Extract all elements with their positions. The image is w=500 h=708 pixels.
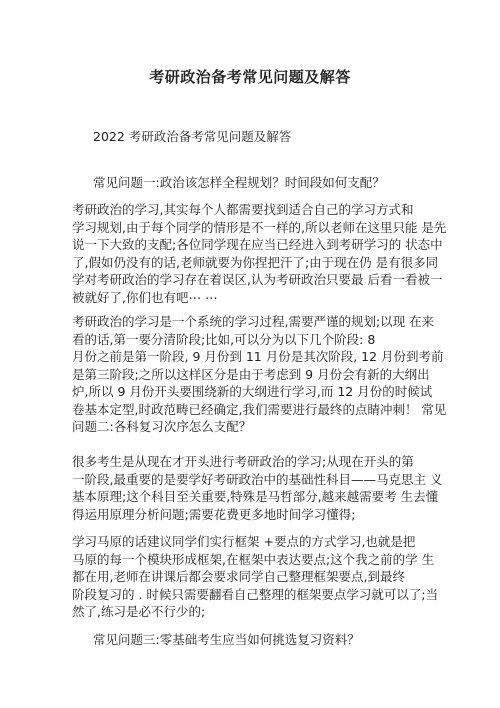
paragraph-line: 说一下大致的支配;各位同学现在应当已经进入到考研学习的 状态中	[72, 237, 443, 252]
document-subtitle: 2022 考研政治备考常见问题及解答	[93, 129, 292, 144]
paragraph-line: 炉,所以 9 月份开头要围绕新的大纲进行学习,而 12 月份的时候试	[72, 384, 433, 399]
paragraph-line: 马原的每一个模块形成框架,在框架中表达要点;这个我之前的学 生	[72, 551, 435, 567]
document-title: 考研政治备考常见问题及解答	[149, 68, 351, 86]
paragraph-line: 得运用原理分析问题;需要花费更多地时间学习懂得;	[72, 506, 356, 522]
paragraph-line: 都在用,老师在讲课后都会要求同学自己整理框架要点,到最终	[72, 569, 405, 584]
paragraph-line: 了,假如仍没有的话,老师就要为你捏把汗了;由于现在仍 是有很多同	[72, 254, 439, 270]
paragraph-line: 问题二:各科复习次序怎么支配？	[72, 419, 252, 434]
paragraph-line: 一阶段,最重要的是要学好考研政治中的基础性科目——马克思主 义	[72, 471, 443, 487]
paragraph-line: 是第三阶段;之所以这样区分是由于考虑到 9 月份会有新的大纲出	[72, 366, 430, 382]
question-3	[93, 631, 463, 649]
question-1	[93, 174, 463, 192]
paragraph-line: 考研政治的学习,其实每个人都需要找到适合自己的学习方式和	[72, 202, 414, 217]
paragraph-line: 然了,练习是必不行少的;	[72, 604, 206, 619]
paragraph-2	[72, 313, 447, 436]
paragraph-line: 学对考研政治的学习存在着误区,认为考研政治只要最 后看一看被一	[72, 272, 443, 287]
paragraph-line: 考研政治的学习是一个系统的学习过程,需要严谨的规划;以现 在来	[72, 314, 435, 329]
paragraph-line: 基本原理;这个科目至关重要,特殊是马哲部分,越来越需要考 生去懂	[72, 489, 439, 504]
paragraph-3	[72, 453, 442, 523]
paragraph-line: 很多考生是从现在才开头进行考研政治的学习;从现在开头的第	[72, 454, 414, 469]
paragraph-1	[72, 201, 447, 306]
paragraph-4	[72, 533, 442, 621]
paragraph-line: 学习规划,由于每个同学的情形是不一样的,所以老师在这里只能 是先	[72, 219, 447, 235]
paragraph-line: 月份之前是第一阶段, 9 月份到 11 月份是其次阶段, 12 月份到考前	[72, 349, 444, 364]
paragraph-line: 学习马原的话建议同学们实行框架 +要点的方式学习,也就是把	[72, 534, 416, 549]
paragraph-line: 卷基本定型,时政范畴已经确定,我们需要进行最终的点睛冲刺！ 常见	[72, 401, 447, 417]
paragraph-line: 阶段复习的 . 时候只需要翻看自己整理的框架要点学习就可以了;当	[72, 586, 439, 602]
question-3-text: 常见问题三:零基础考生应当如何挑选复习资料？	[93, 632, 360, 647]
paragraph-line: 被就好了,你们也有吧⋯ ⋯	[72, 289, 218, 305]
paragraph-line: 看的话,第一要分清阶段;比如,可以分为以下几个阶段: 8	[72, 331, 376, 347]
question-1-text: 常见问题一:政治该怎样全程规划？时间段如何支配？	[93, 175, 385, 190]
